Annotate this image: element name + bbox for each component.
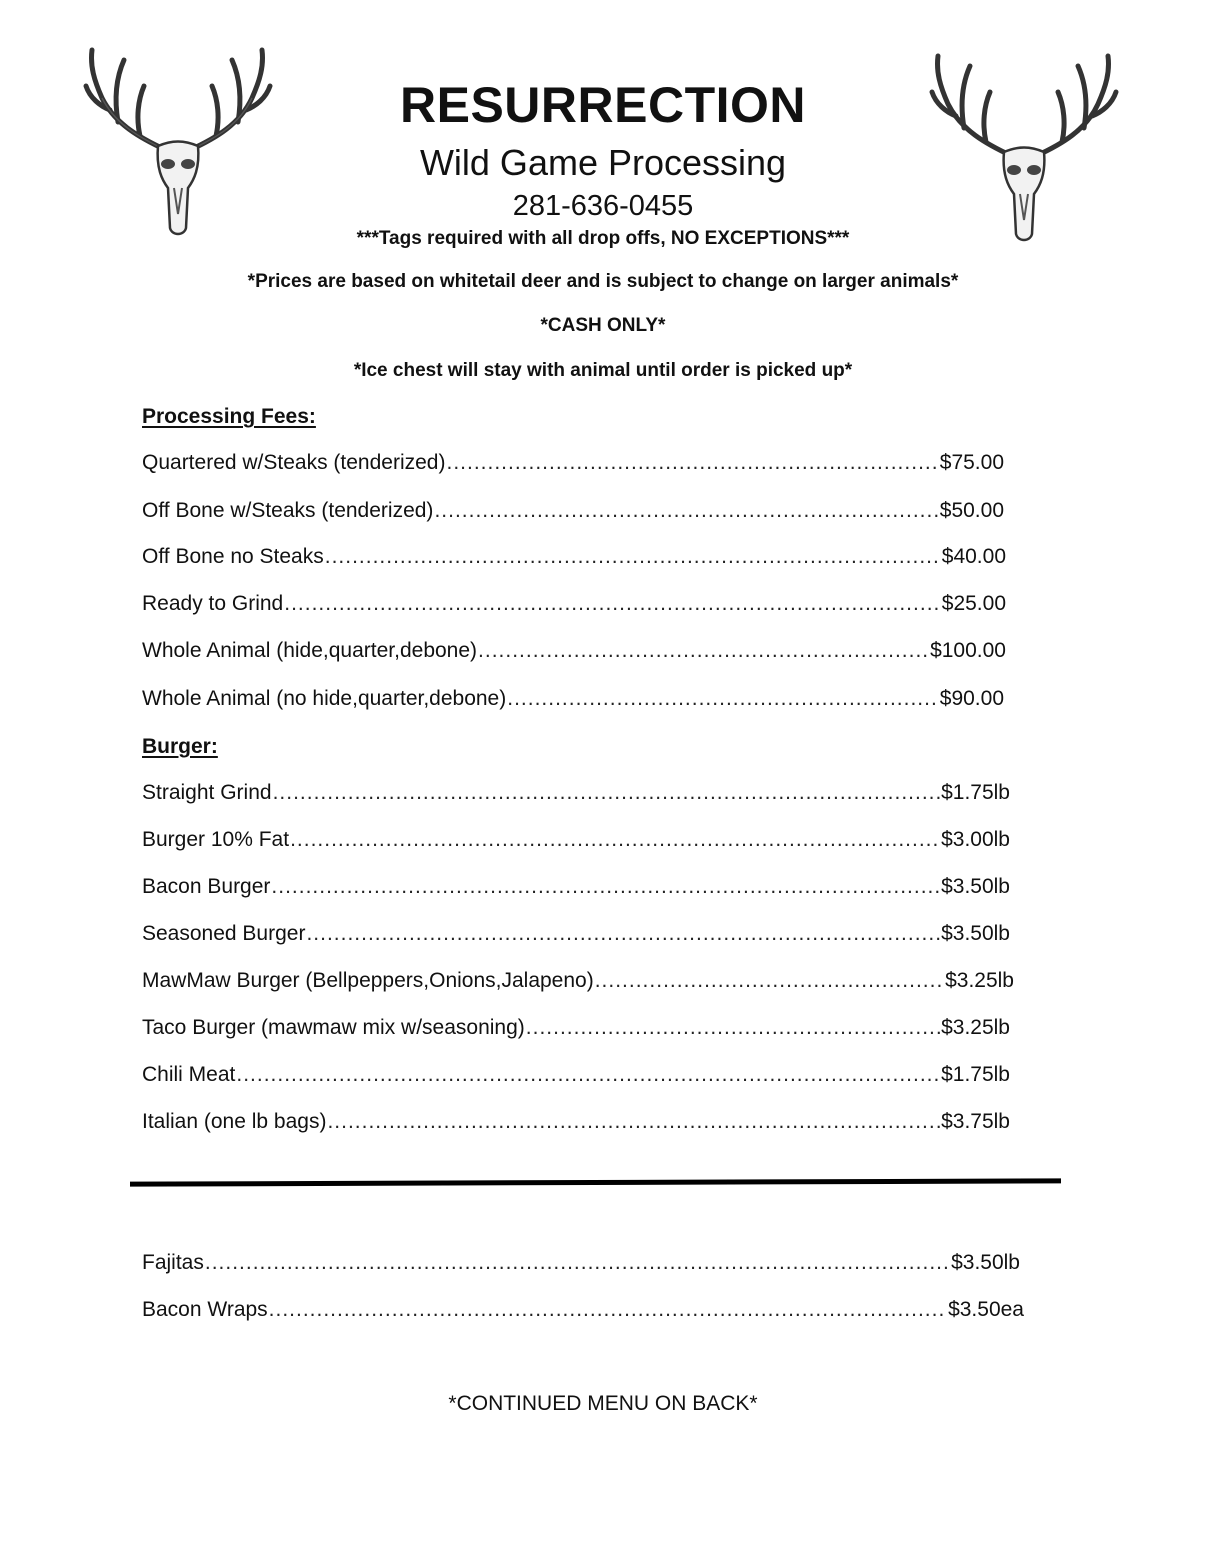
item-label: Ready to Grind [142,592,284,615]
menu-item [142,1251,1020,1275]
item-price: $25.00 [941,592,1006,615]
menu-item [142,451,1004,475]
item-label: MawMaw Burger (Bellpeppers,Onions,Jalapeno) [142,969,594,992]
continued-note: *CONTINUED MENU ON BACK* [448,1392,758,1415]
item-label: Quartered w/Steaks (tenderized) [142,451,446,474]
processing-fees-heading: Processing Fees: [142,405,316,428]
item-label: Off Bone w/Steaks (tenderized) [142,499,434,522]
dot-leader [269,1298,947,1322]
item-price: $1.75lb [941,1063,1010,1086]
dot-leader [325,545,941,569]
pricing-note: *Prices are based on whitetail deer and is subject to change on larger animals* [247,271,959,292]
item-label: Straight Grind [142,781,272,804]
menu-item [142,545,1006,569]
item-price: $3.75lb [941,1110,1010,1133]
item-price: $40.00 [941,545,1006,568]
section-divider [130,1178,1061,1186]
tags-required-note: ***Tags required with all drop offs, NO EXCEPTIONS*** [356,228,850,249]
item-price: $1.75lb [941,781,1010,804]
menu-item [142,875,1010,899]
dot-leader [327,1110,940,1134]
burger-heading: Burger: [142,735,218,758]
item-price: $100.00 [930,639,1006,662]
cash-only-note: *CASH ONLY* [540,315,666,336]
menu-item [142,1016,1010,1040]
item-price: $3.25lb [941,1016,1010,1039]
item-label: Whole Animal (hide,quarter,debone) [142,639,478,662]
item-price: $75.00 [939,451,1004,474]
item-price: $3.50lb [951,1251,1020,1274]
item-label: Seasoned Burger [142,922,306,945]
item-price: $3.50ea [948,1298,1024,1321]
menu-item [142,969,1014,993]
phone-number: 281-636-0455 [512,190,694,222]
menu-item [142,639,1006,663]
item-label: Italian (one lb bags) [142,1110,327,1133]
item-label: Chili Meat [142,1063,236,1086]
dot-leader [306,922,940,946]
dot-leader [446,451,938,475]
menu-item [142,1110,1010,1134]
item-price: $3.25lb [945,969,1014,992]
dot-leader [236,1063,940,1087]
dot-leader [271,875,940,899]
item-label: Off Bone no Steaks [142,545,324,568]
item-label: Bacon Wraps [142,1298,268,1321]
menu-item [142,592,1006,616]
item-label: Bacon Burger [142,875,271,898]
item-label: Fajitas [142,1251,204,1274]
item-label: Burger 10% Fat [142,828,290,851]
business-subtitle: Wild Game Processing [419,142,787,183]
page-title: RESURRECTION [399,77,807,133]
dot-leader [595,969,944,993]
item-price: $3.00lb [941,828,1010,851]
menu-item [142,781,1010,805]
item-price: $3.50lb [941,875,1010,898]
item-price: $3.50lb [941,922,1010,945]
dot-leader [205,1251,950,1275]
dot-leader [478,639,929,663]
item-price: $90.00 [939,687,1004,710]
menu-item [142,828,1010,852]
dot-leader [284,592,941,616]
menu-item [142,499,1004,523]
dot-leader [434,499,938,523]
dot-leader [290,828,940,852]
menu-item [142,1063,1010,1087]
dot-leader [507,687,939,711]
menu-item [142,1298,1024,1322]
dot-leader [526,1016,940,1040]
menu-item [142,922,1010,946]
item-price: $50.00 [939,499,1004,522]
dot-leader [273,781,941,805]
item-label: Whole Animal (no hide,quarter,debone) [142,687,507,710]
ice-chest-note: *Ice chest will stay with animal until order is picked up* [353,360,853,381]
menu-item [142,687,1004,711]
item-label: Taco Burger (mawmaw mix w/seasoning) [142,1016,525,1039]
